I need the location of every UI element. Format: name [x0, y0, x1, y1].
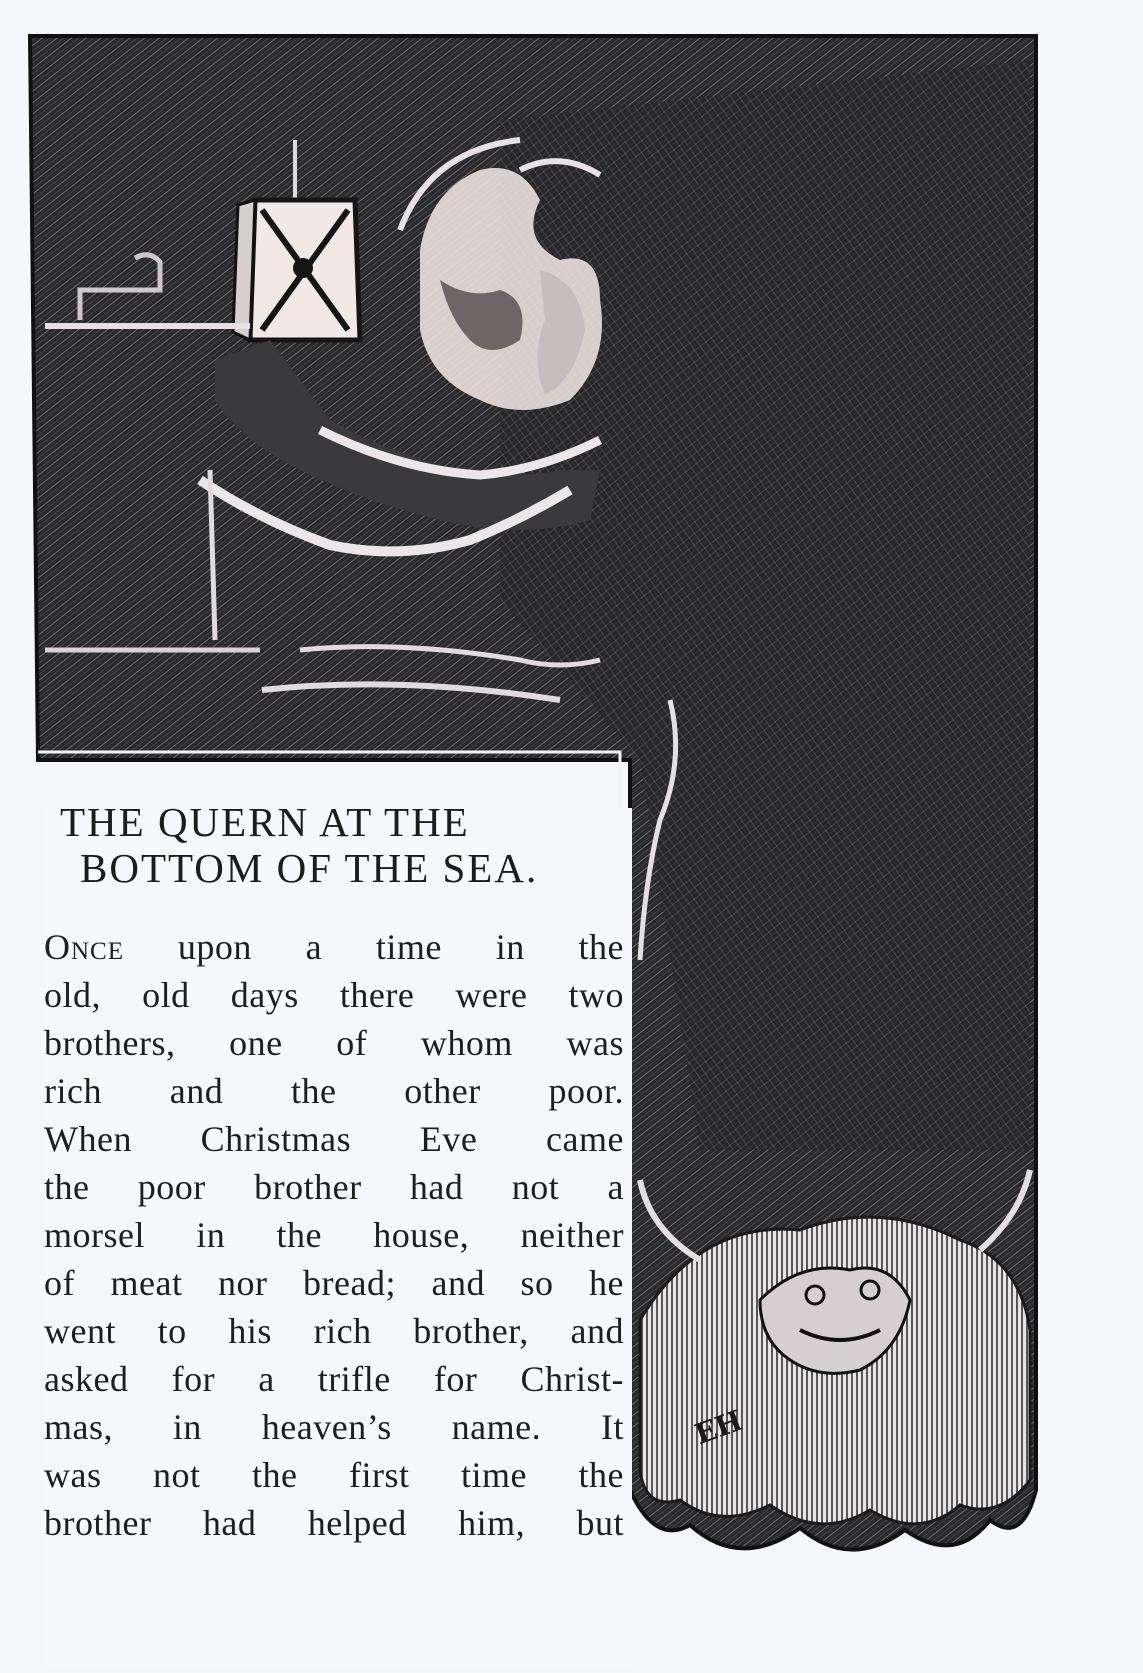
article-line: was not the first time the — [44, 1455, 624, 1495]
artist-monogram: EH — [690, 1403, 747, 1452]
article-line: old, old days there were two — [44, 975, 624, 1015]
first-line-rest: upon a time in the — [177, 927, 624, 967]
article-line: When Christmas Eve came — [44, 1119, 624, 1159]
article-line: rich and the other poor. — [44, 1071, 624, 1111]
article-title-line-1: THE QUERN AT THE — [60, 799, 470, 845]
article-line: brother had helped him, but — [44, 1503, 624, 1543]
article-line: asked for a trifle for Christ- — [44, 1359, 624, 1399]
article-title-line-2: BOTTOM OF THE SEA. — [80, 845, 539, 891]
article-line: morsel in the house, neither — [44, 1215, 624, 1255]
article-line: the poor brother had not a — [44, 1167, 624, 1207]
article-line: brothers, one of whom was — [44, 1023, 624, 1063]
article-first-line — [44, 921, 624, 973]
article-line: mas, in heaven’s name. It — [44, 1407, 624, 1447]
article-text-block — [44, 799, 632, 1668]
article-line: went to his rich brother, and — [44, 1311, 624, 1351]
opening-word: Once — [44, 927, 124, 967]
article-line: of meat nor bread; and so he — [44, 1263, 624, 1303]
